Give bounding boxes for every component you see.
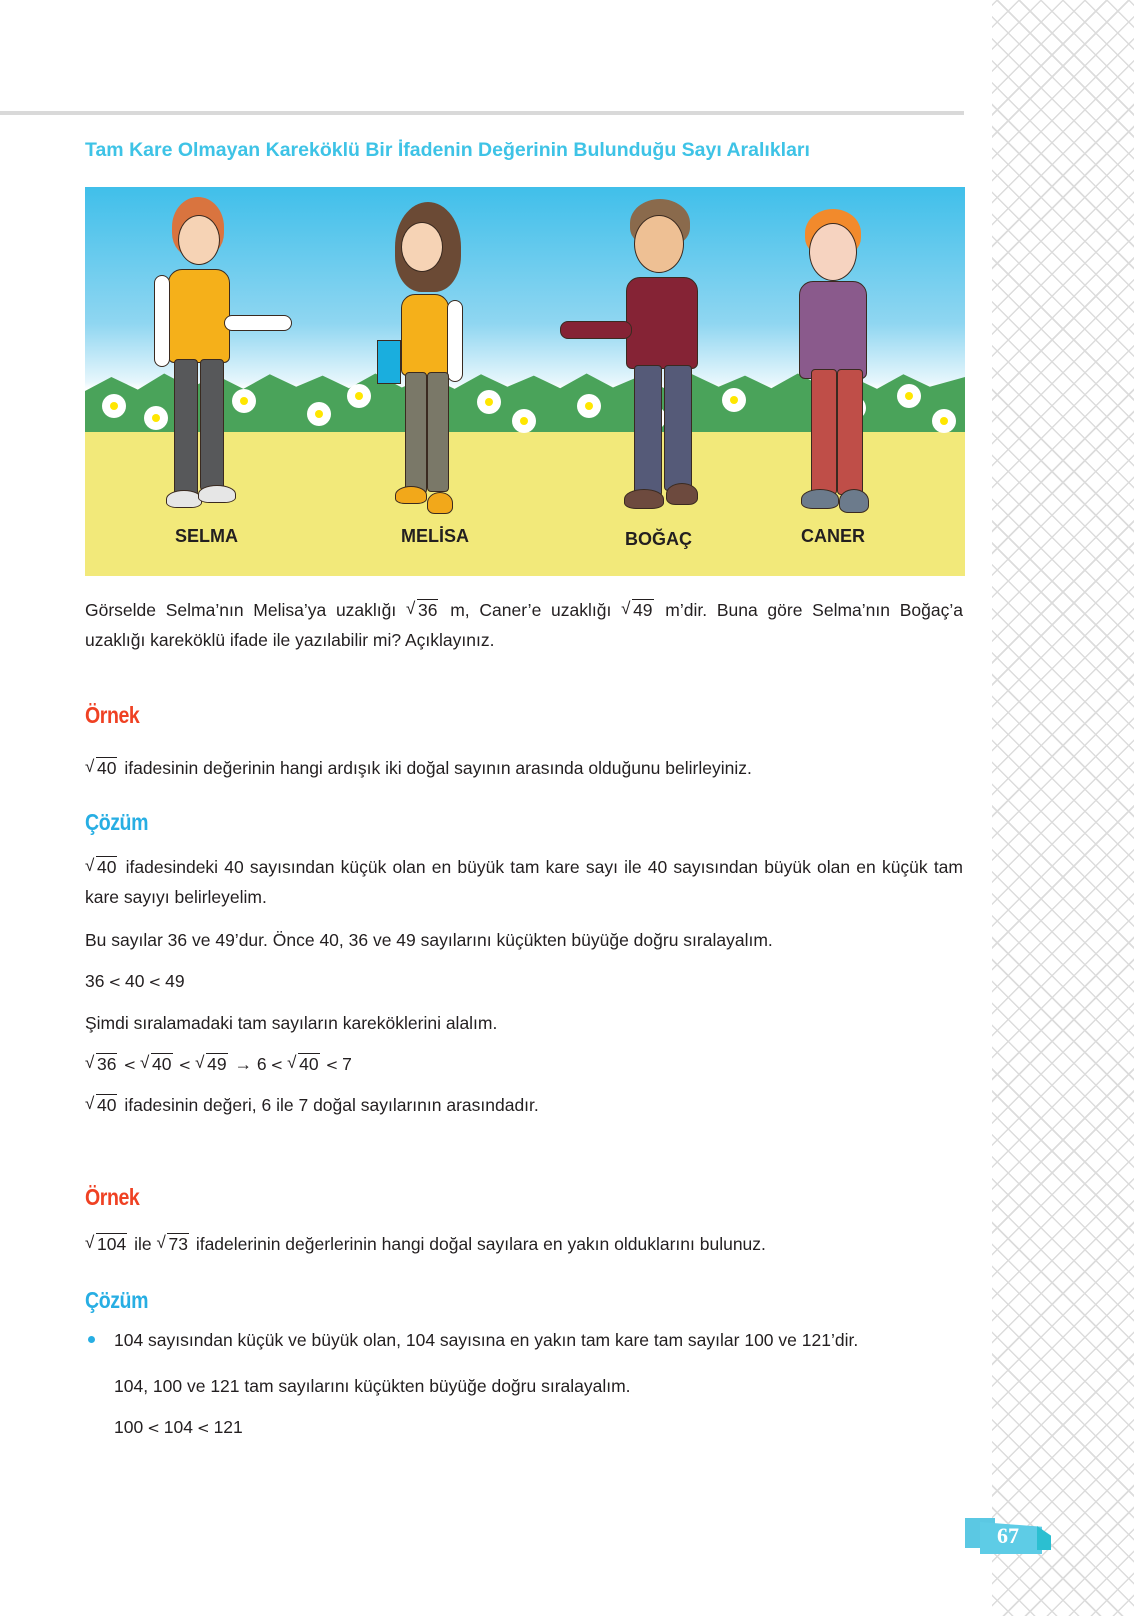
example1-inequality: 36 < 40 < 49 [85,971,185,991]
flower-icon [147,409,165,427]
side-pattern [992,0,1134,1616]
example1-solution-line2: Bu sayılar 36 ve 49’dur. Önce 40, 36 ve 49 sayılarını küçükten büyüğe doğru sıralayalım. [85,930,773,950]
page-number: 67 [997,1523,1019,1548]
label-selma: SELMA [175,526,238,546]
flower-icon [235,392,253,410]
solution-heading-2: Çözüm [85,1287,149,1313]
label-caner: CANER [801,526,866,546]
label-bogac: BOĞAÇ [625,529,692,549]
sqrt-40: √ 40 [85,757,117,778]
sqrt-104: √ 104 [85,1233,127,1254]
example1-solution-line3: Şimdi sıralamadaki tam sayıların kareköklerini alalım. [85,1013,498,1033]
flower-icon [105,397,123,415]
example2-line-2: 104, 100 ve 121 tam sayılarını küçükten büyüğe doğru sıralayalım. [114,1376,631,1396]
flower-icon [935,412,953,430]
bullet-icon [88,1336,95,1343]
label-melisa: MELİSA [401,526,470,546]
flower-icon [515,412,533,430]
example2-bullet-1: 104 sayısından küçük ve büyük olan, 104 sayısına en yakın tam kare tam sayılar 100 ve 121’dir. [114,1330,859,1350]
flower-icon [480,393,498,411]
example1-root-inequality: √ 36 < √ 40 < √ 49 → 6 < √ 40 < 7 [85,1053,352,1074]
page-number-badge [965,1516,1061,1554]
example2-inequality: 100 < 104 < 121 [114,1417,243,1437]
arrow-right-icon: → [234,1054,252,1074]
flower-icon [580,397,598,415]
example1-conclusion: √ 40 ifadesinin değeri, 6 ile 7 doğal sayılarının arasındadır. [85,1094,539,1115]
sqrt-36: √ 36 [406,599,438,620]
example-heading-2: Örnek [85,1184,140,1210]
example-heading-1: Örnek [85,702,140,728]
header-divider [0,111,964,115]
sqrt-73: √ 73 [156,1233,188,1254]
intro-text-2: m, Caner’e uzaklığı [450,600,612,620]
section-title: Tam Kare Olmayan Kareköklü Bir İfadenin Değerinin Bulunduğu Sayı Aralıkları [85,139,810,161]
flower-icon [900,387,918,405]
illustration-four-children [85,187,965,576]
sqrt-40: √ 40 [85,856,117,877]
intro-text-3: m’dir. Buna göre Selma’nın Boğaç’a uzaklığı kareköklü ifade ile yazılabilir mi? Açıklayınız. [85,600,963,650]
flower-icon [725,391,743,409]
flower-icon [350,387,368,405]
example1-solution-line1: √ 40 ifadesindeki 40 sayısından küçük olan en büyük tam kare sayı ile 40 sayısından büyük olan en küçük tam kare sayıyı belirleyelim. [85,852,963,912]
solution-heading-1: Çözüm [85,809,149,835]
flower-icon [310,405,328,423]
example2-question: √ 104 ile √ 73 ifadelerinin değerlerinin hangi doğal sayılara en yakın olduklarını bulunuz. [85,1233,766,1254]
sqrt-49: √ 49 [621,599,653,620]
intro-text-1: Görselde Selma’nın Melisa’ya uzaklığı [85,600,397,620]
book [377,340,401,384]
example1-question: √ 40 ifadesinin değerinin hangi ardışık iki doğal sayının arasında olduğunu belirleyiniz. [85,757,752,778]
intro-paragraph [85,595,963,655]
